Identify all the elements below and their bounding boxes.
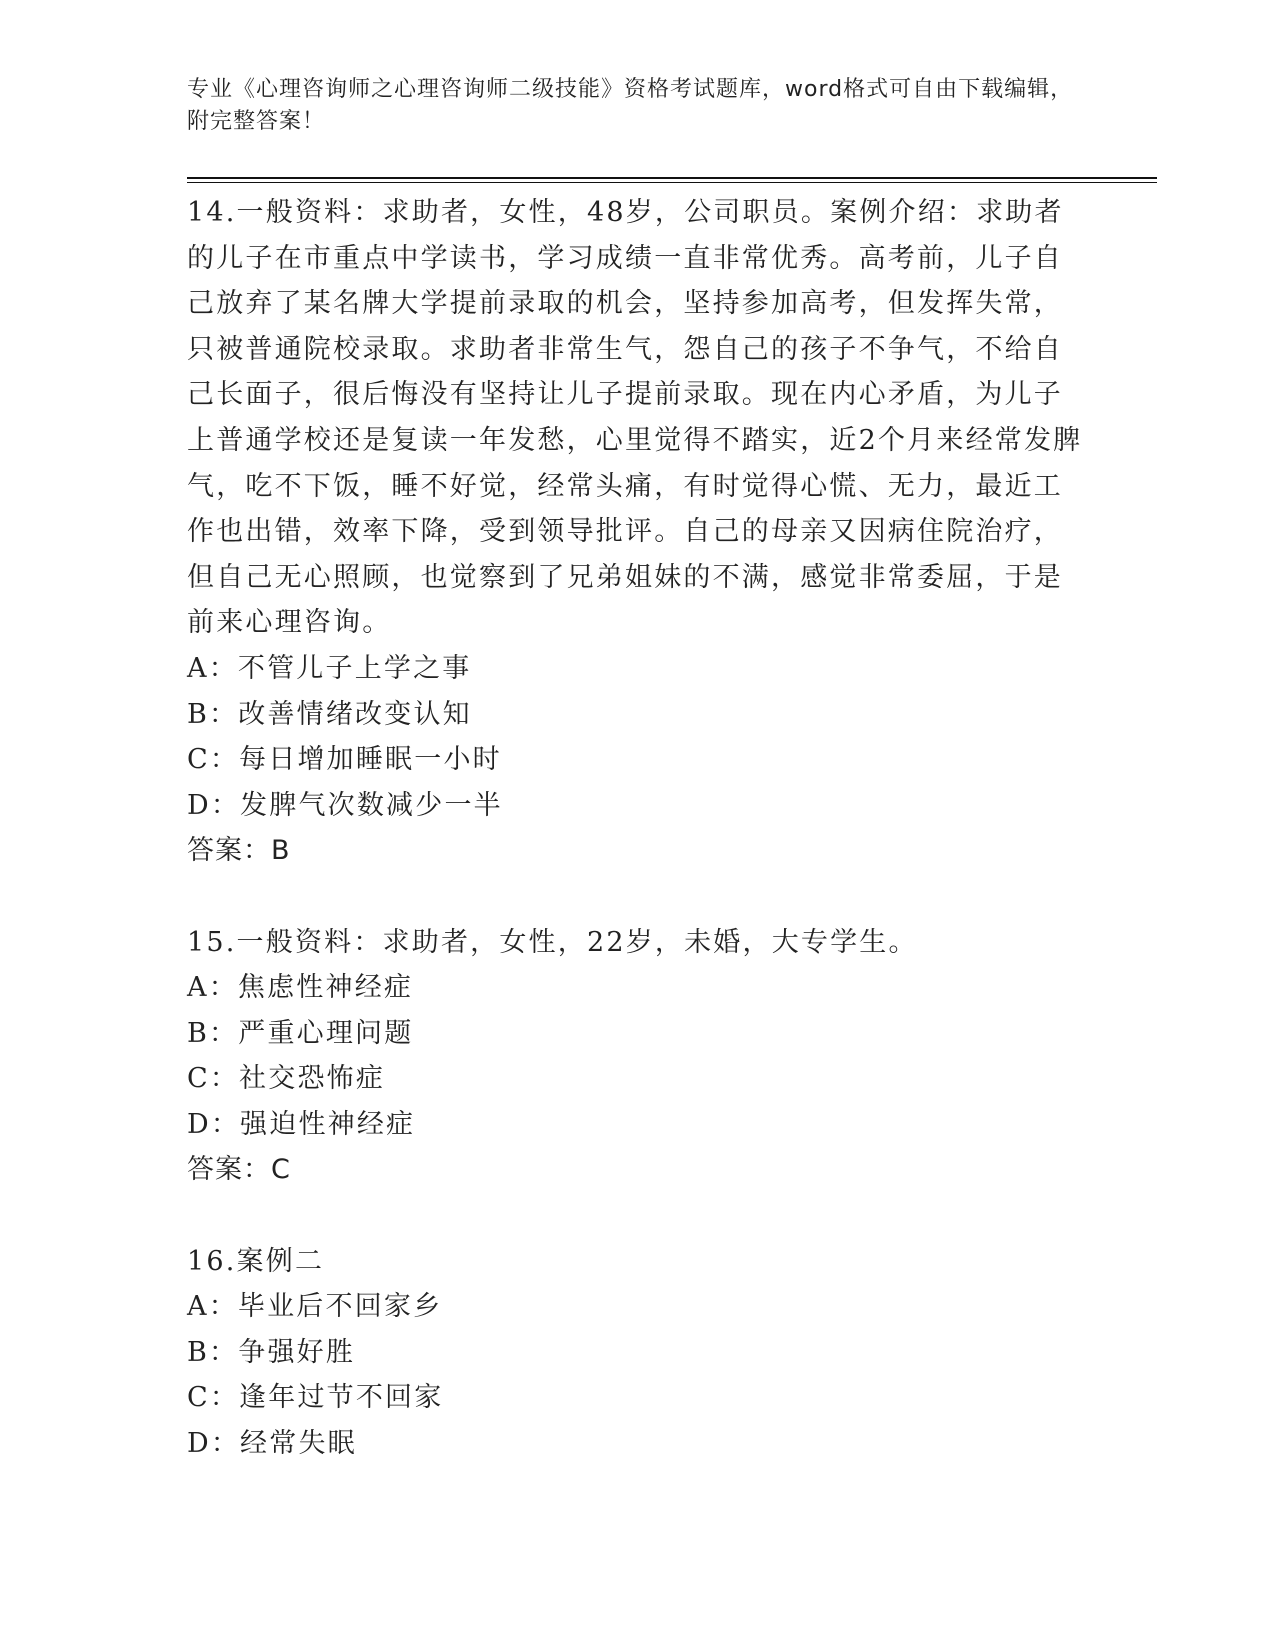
option-d: D：发脾气次数减少一半 (187, 789, 503, 821)
option-b: B：严重心理问题 (187, 1017, 414, 1049)
option-c: C：社交恐怖症 (187, 1063, 386, 1095)
question-text: 15.一般资料：求助者，女性，22岁，未婚，大专学生。 (187, 926, 918, 958)
document-header (187, 74, 1087, 138)
option-a: A：焦虑性神经症 (187, 972, 414, 1004)
option-a: A：毕业后不回家乡 (187, 1291, 443, 1323)
question-15 (187, 920, 1087, 1194)
option-d: D：经常失眠 (187, 1428, 357, 1460)
answer: 答案：B (187, 835, 291, 867)
spacer (187, 874, 1087, 920)
option-c: C：每日增加睡眠一小时 (187, 744, 502, 776)
header-divider-thick (187, 177, 1157, 179)
option-c: C：逢年过节不回家 (187, 1382, 444, 1414)
answer: 答案：C (187, 1154, 291, 1186)
question-14 (187, 190, 1087, 874)
option-b: B：争强好胜 (187, 1336, 356, 1368)
question-16 (187, 1239, 1087, 1467)
question-text: 14.一般资料：求助者，女性，48岁，公司职员。案例介绍：求助者的儿子在市重点中学读书，学习成绩一直非常优秀。高考前，儿子自己放弃了某名牌大学提前录取的机会，坚持参加高考，但发挥失常，只被普通院校录取。求助者非常生气，怨自己的孩子不争气，不给自己长面子，很后悔没有坚持让儿子提前录取。现在内心矛盾，为儿子上普通学校还是复读一年发愁，心里觉得不踏实，近2个月来经常发脾气，吃不下饭，睡不好觉，经常头痛，有时觉得心慌、无力，最近工作也出错，效率下降，受到领导批评。自己的母亲又因病住院治疗，但自己无心照顾，也觉察到了兄弟姐妹的不满，感觉非常委屈，于是前来心理咨询。 (187, 197, 1083, 639)
question-text: 16.案例二 (187, 1245, 325, 1277)
header-text: 专业《心理咨询师之心理咨询师二级技能》资格考试题库，word格式可自由下载编辑，附完整答案！ (187, 77, 1074, 134)
question-list (187, 190, 1087, 1467)
spacer (187, 1193, 1087, 1239)
option-b: B：改善情绪改变认知 (187, 698, 472, 730)
option-d: D：强迫性神经症 (187, 1108, 416, 1140)
header-divider-thin (187, 182, 1157, 183)
option-a: A：不管儿子上学之事 (187, 652, 472, 684)
